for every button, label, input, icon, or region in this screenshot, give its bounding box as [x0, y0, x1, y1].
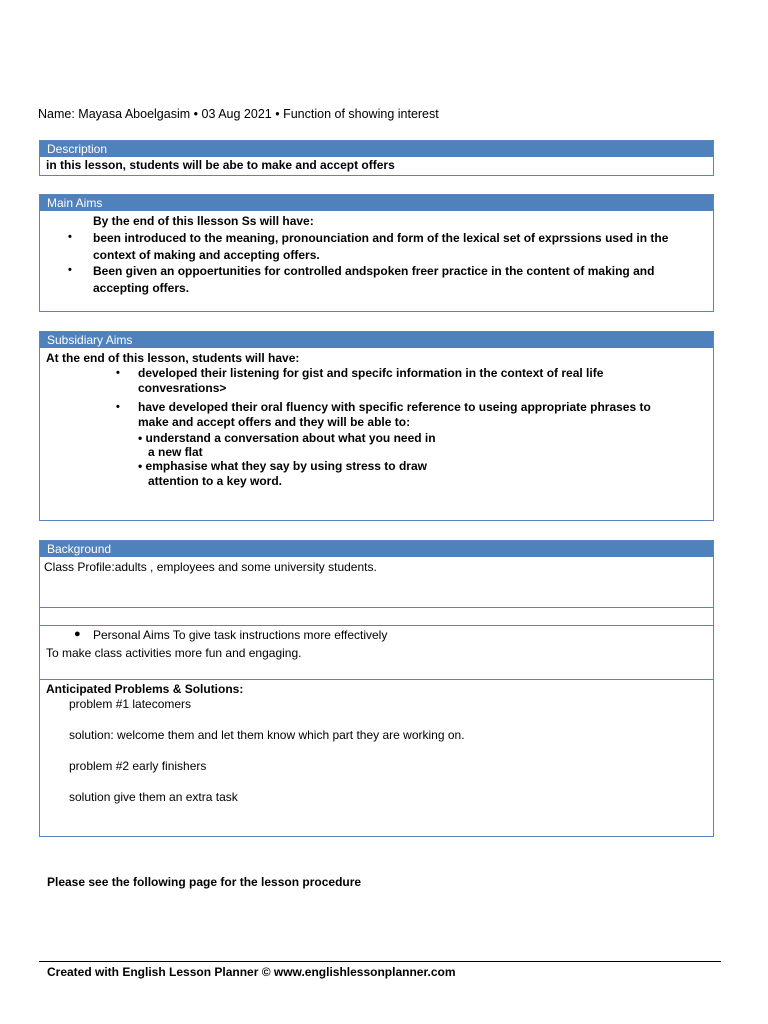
description-title: Description: [40, 141, 713, 157]
subsidiary-aims-intro: At the end of this lesson, students will have:: [46, 351, 300, 365]
personal-aims-row: [40, 625, 713, 679]
main-aim-item: been introduced to the meaning, pronounciation and form of the lexical set of exprssions used in the context of making and accepting offers.: [93, 231, 669, 262]
bullet: •: [116, 401, 120, 413]
subsidiary-aim-item: have developed their oral fluency with specific reference to useing appropriate phrases to make and accept offers and they will be able to:: [138, 400, 651, 429]
description-text: in this lesson, students will be abe to make and accept offers: [46, 158, 395, 172]
main-aims-intro: By the end of this llesson Ss will have:: [93, 214, 314, 228]
main-aim-item: Been given an oppoertunities for controlled andspoken freer practice in the content of making and accepting offers.: [93, 264, 655, 295]
empty-row: [40, 607, 713, 625]
separator: •: [193, 107, 199, 121]
description-section: [39, 140, 714, 176]
personal-aims: Personal Aims To give task instructions more effectively: [93, 628, 388, 642]
lesson-topic: Function of showing interest: [283, 107, 439, 121]
procedure-note: Please see the following page for the lesson procedure: [47, 875, 362, 889]
class-profile: Class Profile:adults , employees and some university students.: [44, 560, 377, 574]
footer-divider: [39, 961, 721, 962]
bullet: •: [68, 264, 72, 276]
subsidiary-aims-title: Subsidiary Aims: [40, 332, 713, 348]
header-line: [38, 107, 439, 121]
separator: •: [275, 107, 280, 121]
solution-item: solution give them an extra task: [69, 790, 238, 804]
bullet: •: [68, 231, 72, 243]
bullet: ●: [74, 628, 81, 640]
solution-item: solution: welcome them and let them know which part they are working on.: [69, 728, 465, 742]
teacher-name: Name: Mayasa Aboelgasim: [38, 107, 191, 121]
footer-text: Created with English Lesson Planner © www.englishlessonplanner.com: [47, 965, 456, 979]
problem-item: problem #2 early finishers: [69, 759, 207, 773]
sub-aim-point: • emphasise what they say by using stress to draw attention to a key word.: [138, 459, 427, 488]
bullet: •: [116, 367, 120, 379]
problems-row: [40, 679, 713, 837]
problems-title: Anticipated Problems & Solutions:: [46, 682, 244, 696]
personal-aims-2: To make class activities more fun and engaging.: [46, 646, 302, 660]
problem-item: problem #1 latecomers: [69, 697, 192, 711]
background-section: [39, 540, 714, 837]
sub-aim-point: • understand a conversation about what you need in a new flat: [138, 431, 436, 459]
main-aims-title: Main Aims: [40, 195, 713, 211]
subsidiary-aims-section: [39, 331, 714, 521]
background-title: Background: [40, 541, 713, 557]
lesson-date: 03 Aug 2021: [201, 107, 272, 121]
subsidiary-aim-item: developed their listening for gist and specifc information in the context of real life convesrations>: [138, 366, 604, 395]
main-aims-section: [39, 194, 714, 312]
